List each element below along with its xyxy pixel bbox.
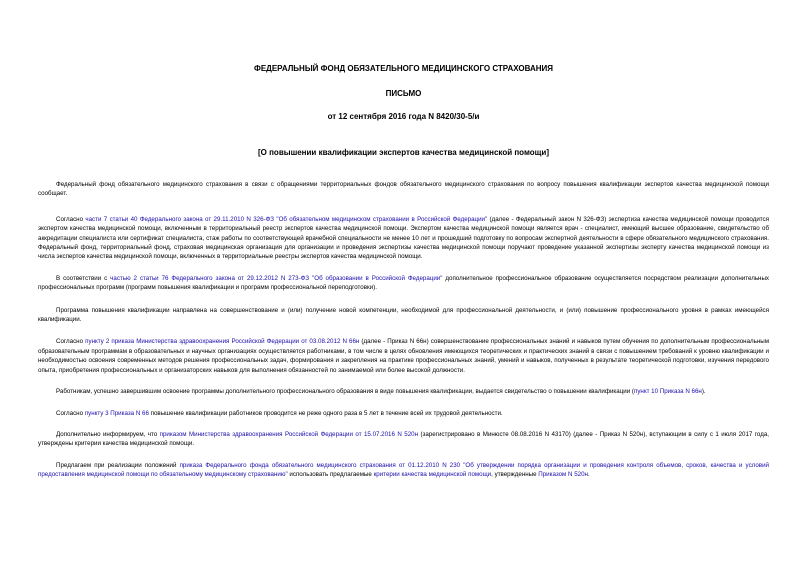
doc-date-number: от 12 сентября 2016 года N 8420/30-5/и: [327, 112, 480, 121]
text: Дополнительно информируем, что: [56, 430, 160, 438]
text: В соответствии с: [56, 274, 111, 282]
paragraph-2: [38, 215, 769, 262]
order-66-point3-link[interactable]: пункту 3 Приказа N 66: [84, 409, 149, 417]
text: дополнительное профессиональное образование осуществляется посредством реализации дополнительных профессиональных программ (программ повышения квалификации и программ профессиональной переподготовки).: [38, 274, 769, 292]
paragraph-6: [38, 387, 769, 396]
text: ).: [701, 388, 706, 396]
paragraph-3: [38, 274, 769, 293]
order-520n-link[interactable]: приказом Министерства здравоохранения Российской Федерации от 15.07.2016 N 520н: [159, 430, 419, 438]
text: использовать предлагаемые: [287, 471, 374, 479]
text: Согласно: [56, 338, 86, 346]
org-title: ФЕДЕРАЛЬНЫЙ ФОНД ОБЯЗАТЕЛЬНОГО МЕДИЦИНСКОГО СТРАХОВАНИЯ: [253, 64, 553, 73]
paragraph-7: [38, 409, 769, 418]
order-520n-ref-link[interactable]: Приказом N 520н: [538, 471, 588, 479]
order-66n-link[interactable]: пункту 2 приказа Министерства здравоохранения Российской Федерации от 03.08.2012 N 66н: [85, 338, 360, 346]
doc-subject: [О повышении квалификации экспертов качества медицинской помощи]: [257, 148, 549, 157]
law-273-link[interactable]: частью 2 статьи 76 Федерального закона от 29.12.2012 N 273-ФЗ "Об образовании в Российской Федерации": [110, 274, 443, 282]
text: , утвержденные: [491, 471, 539, 479]
text: Работникам, успешно завершившим освоение программы дополнительного профессионального образования в виде повышения квалификации, выдается свидетельство о повышении квалификации (: [56, 388, 634, 396]
text: (зарегистрировано в Минюсте 08.08.2016 N 43170) (далее - Приказ N 520н), вступающим в силу с 1 июля 2017 года, утверждены критерии качества медицинской помощи.: [38, 430, 769, 448]
paragraph-1: Федеральный фонд обязательного медицинского страхования в связи с обращениями территориальных фондов обязательного медицинского страхования по вопросу повышения квалификации экспертов качества медицинской помощи сообщает.: [38, 181, 769, 198]
text: .: [587, 471, 590, 479]
law-326-link[interactable]: части 7 статьи 40 Федерального закона от 29.11.2010 N 326-ФЗ "Об обязательном медицинском страховании в Российской Федерации": [85, 215, 488, 223]
text: повышение квалификации работников проводится не реже одного раза в 5 лет в течение всей их трудовой деятельности.: [148, 409, 503, 417]
text: (далее - Федеральный закон N 326-ФЗ) экспертиза качества медицинской помощи проводится экспертом качества медицинской помощи, включенным в территориальный реестр экспертов качества медицинской помощи. Экспертом качества медицинской помощи является врач - специалист, имеющий высшее образование, свидетельство об аккредитации специалиста или сертификат специалиста, стаж работы по соответствующей врачебной специальности не менее 10 лет и прошедший подготовку по вопросам экспертной деятельности в сфере обязательного медицинского страхования. Федеральный фонд, территориальный фонд, страховая медицинская организация для организации и проведения экспертизы качества медицинской помощи поручают проведение указанной экспертизы эксперту качества медицинской помощи из числа экспертов качества медицинской помощи, включенных в территориальные реестры экспертов качества медицинской помощи.: [38, 215, 769, 261]
quality-criteria-link[interactable]: критерии качества медицинской помощи: [373, 471, 492, 479]
text: Согласно: [56, 409, 85, 417]
order-66n-point10-link[interactable]: пункт 10 Приказа N 66н: [633, 388, 702, 396]
paragraph-8: [38, 430, 769, 449]
doc-type: ПИСЬМО: [385, 89, 422, 98]
text: Предлагаем при реализации положений: [56, 461, 180, 469]
text: Согласно: [56, 215, 86, 223]
paragraph-4: Программа повышения квалификации направлена на совершенствование и (или) получение новой компетенции, необходимой для профессиональной деятельности, и (или) повышение профессионального уровня в рамках имеющейся квалификации.: [38, 306, 769, 324]
order-230-link[interactable]: приказа Федерального фонда обязательного медицинского страхования от 01.12.2010 N 230 "Об утверждении порядка организации и проведения контроля объемов, сроков, качества и условий предоставления медицинской помощи по обязательному медицинскому страхованию": [38, 461, 769, 479]
text: (далее - Приказ N 66н) совершенствование профессиональных знаний и навыков путем обучения по дополнительным профессиональным образовательным программам в образовательных и научных организациях осуществляется работниками, в том числе в целях обновления имеющихся теоретических и практических знаний в связи с повышением требований к уровню квалификации и необходимостью освоения современных методов решения профессиональных задач, формирования и закрепления на практике профессиональных знаний, умений и навыков, полученных в результате теоретической подготовки, изучения передового опыта, приобретения профессиональных и организаторских навыков для выполнения обязанностей по занимаемой или более высокой должности.: [38, 338, 769, 374]
paragraph-5: [38, 337, 769, 375]
paragraph-9: [38, 461, 769, 480]
